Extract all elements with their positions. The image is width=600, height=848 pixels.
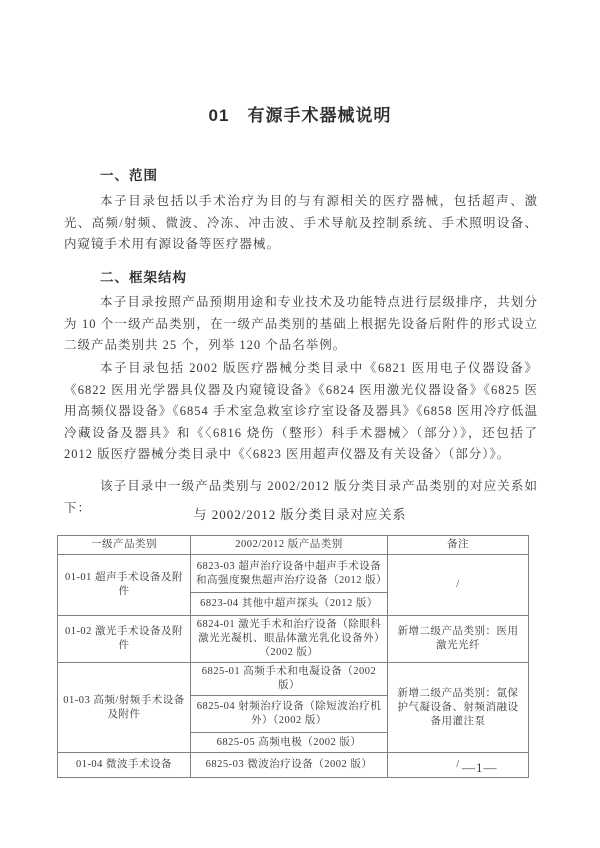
table-row [58, 616, 529, 663]
category-cell: 01-02 激光手术设备及附件 [58, 616, 191, 663]
mapping-cell: 6823-03 超声治疗设备中超声手术设备和高强度聚焦超声治疗设备（2012 版） [191, 555, 388, 593]
mapping-cell: 6825-01 高频手术和电凝设备（2002 版） [191, 663, 388, 696]
table-row [58, 663, 529, 696]
mapping-cell: 6823-04 其他中超声探头（2012 版） [191, 593, 388, 616]
mapping-cell: 6825-05 高频电极（2002 版） [191, 733, 388, 753]
mapping-cell: 6824-01 激光手术和治疗设备（除眼科激光光凝机、眼晶体激光乳化设备外）（2002 版） [191, 616, 388, 663]
column-header-remark: 备注 [388, 536, 529, 555]
table-caption: 与 2002/2012 版分类目录对应关系 [193, 507, 407, 522]
remark-cell: / [388, 753, 529, 778]
category-cell: 01-04 微波手术设备 [58, 753, 191, 778]
mapping-cell: 6825-03 微波治疗设备（2002 版） [191, 753, 388, 778]
paragraph-structure-2: 本子目录包括 2002 版医疗器械分类目录中《6821 医用电子仪器设备》《6822 医用光学器具仪器及内窥镜设备》《6824 医用激光仪器设备》《6825 医用高频仪器设备》《6854 手术室急救室诊疗室设备及器具》《6858 医用冷疗低温冷藏设备及器具》和《〈6816 烧伤（整形）科手术器械〉（部分）》，还包括了 2012 版医疗器械分类目录中《〈6823 医用超声仪器及有关设备〉（部分）》。 [64, 361, 538, 461]
remark-cell: 新增二级产品类别：氩保护气凝设备、射频消融设备用灌注泵 [388, 663, 529, 753]
mapping-table [57, 535, 529, 778]
page-title: 01 有源手术器械说明 [208, 106, 392, 125]
column-header-mapping: 2002/2012 版产品类别 [191, 536, 388, 555]
table-row [58, 555, 529, 593]
section-heading-structure: 二、框架结构 [100, 270, 187, 285]
remark-cell: / [388, 555, 529, 616]
table-row [58, 753, 529, 778]
paragraph-scope: 本子目录包括以手术治疗为目的与有源相关的医疗器械，包括超声、激光、高频/射频、微波、冷冻、冲击波、手术导航及控制系统、手术照明设备、内窥镜手术用有源设备等医疗器械。 [64, 194, 538, 251]
column-header-category: 一级产品类别 [58, 536, 191, 555]
category-cell: 01-03 高频/射频手术设备及附件 [58, 663, 191, 753]
remark-cell: 新增二级产品类别：医用激光光纤 [388, 616, 529, 663]
category-cell: 01-01 超声手术设备及附件 [58, 555, 191, 616]
paragraph-structure-3: 该子目录中一级产品类别与 2002/2012 版分类目录产品类别的对应关系如下： [64, 479, 538, 515]
table-header-row [58, 536, 529, 555]
paragraph-structure-1: 本子目录按照产品预期用途和专业技术及功能特点进行层级排序，共划分为 10 个一级产品类别，在一级产品类别的基础上根据先设备后附件的形式设立二级产品类别共 25 个，列举 120 个品名举例。 [64, 295, 538, 352]
mapping-cell: 6825-04 射频治疗设备（除短波治疗机外）（2002 版） [191, 696, 388, 733]
section-heading-scope: 一、范围 [100, 168, 158, 183]
page-number: —1— [462, 760, 498, 775]
